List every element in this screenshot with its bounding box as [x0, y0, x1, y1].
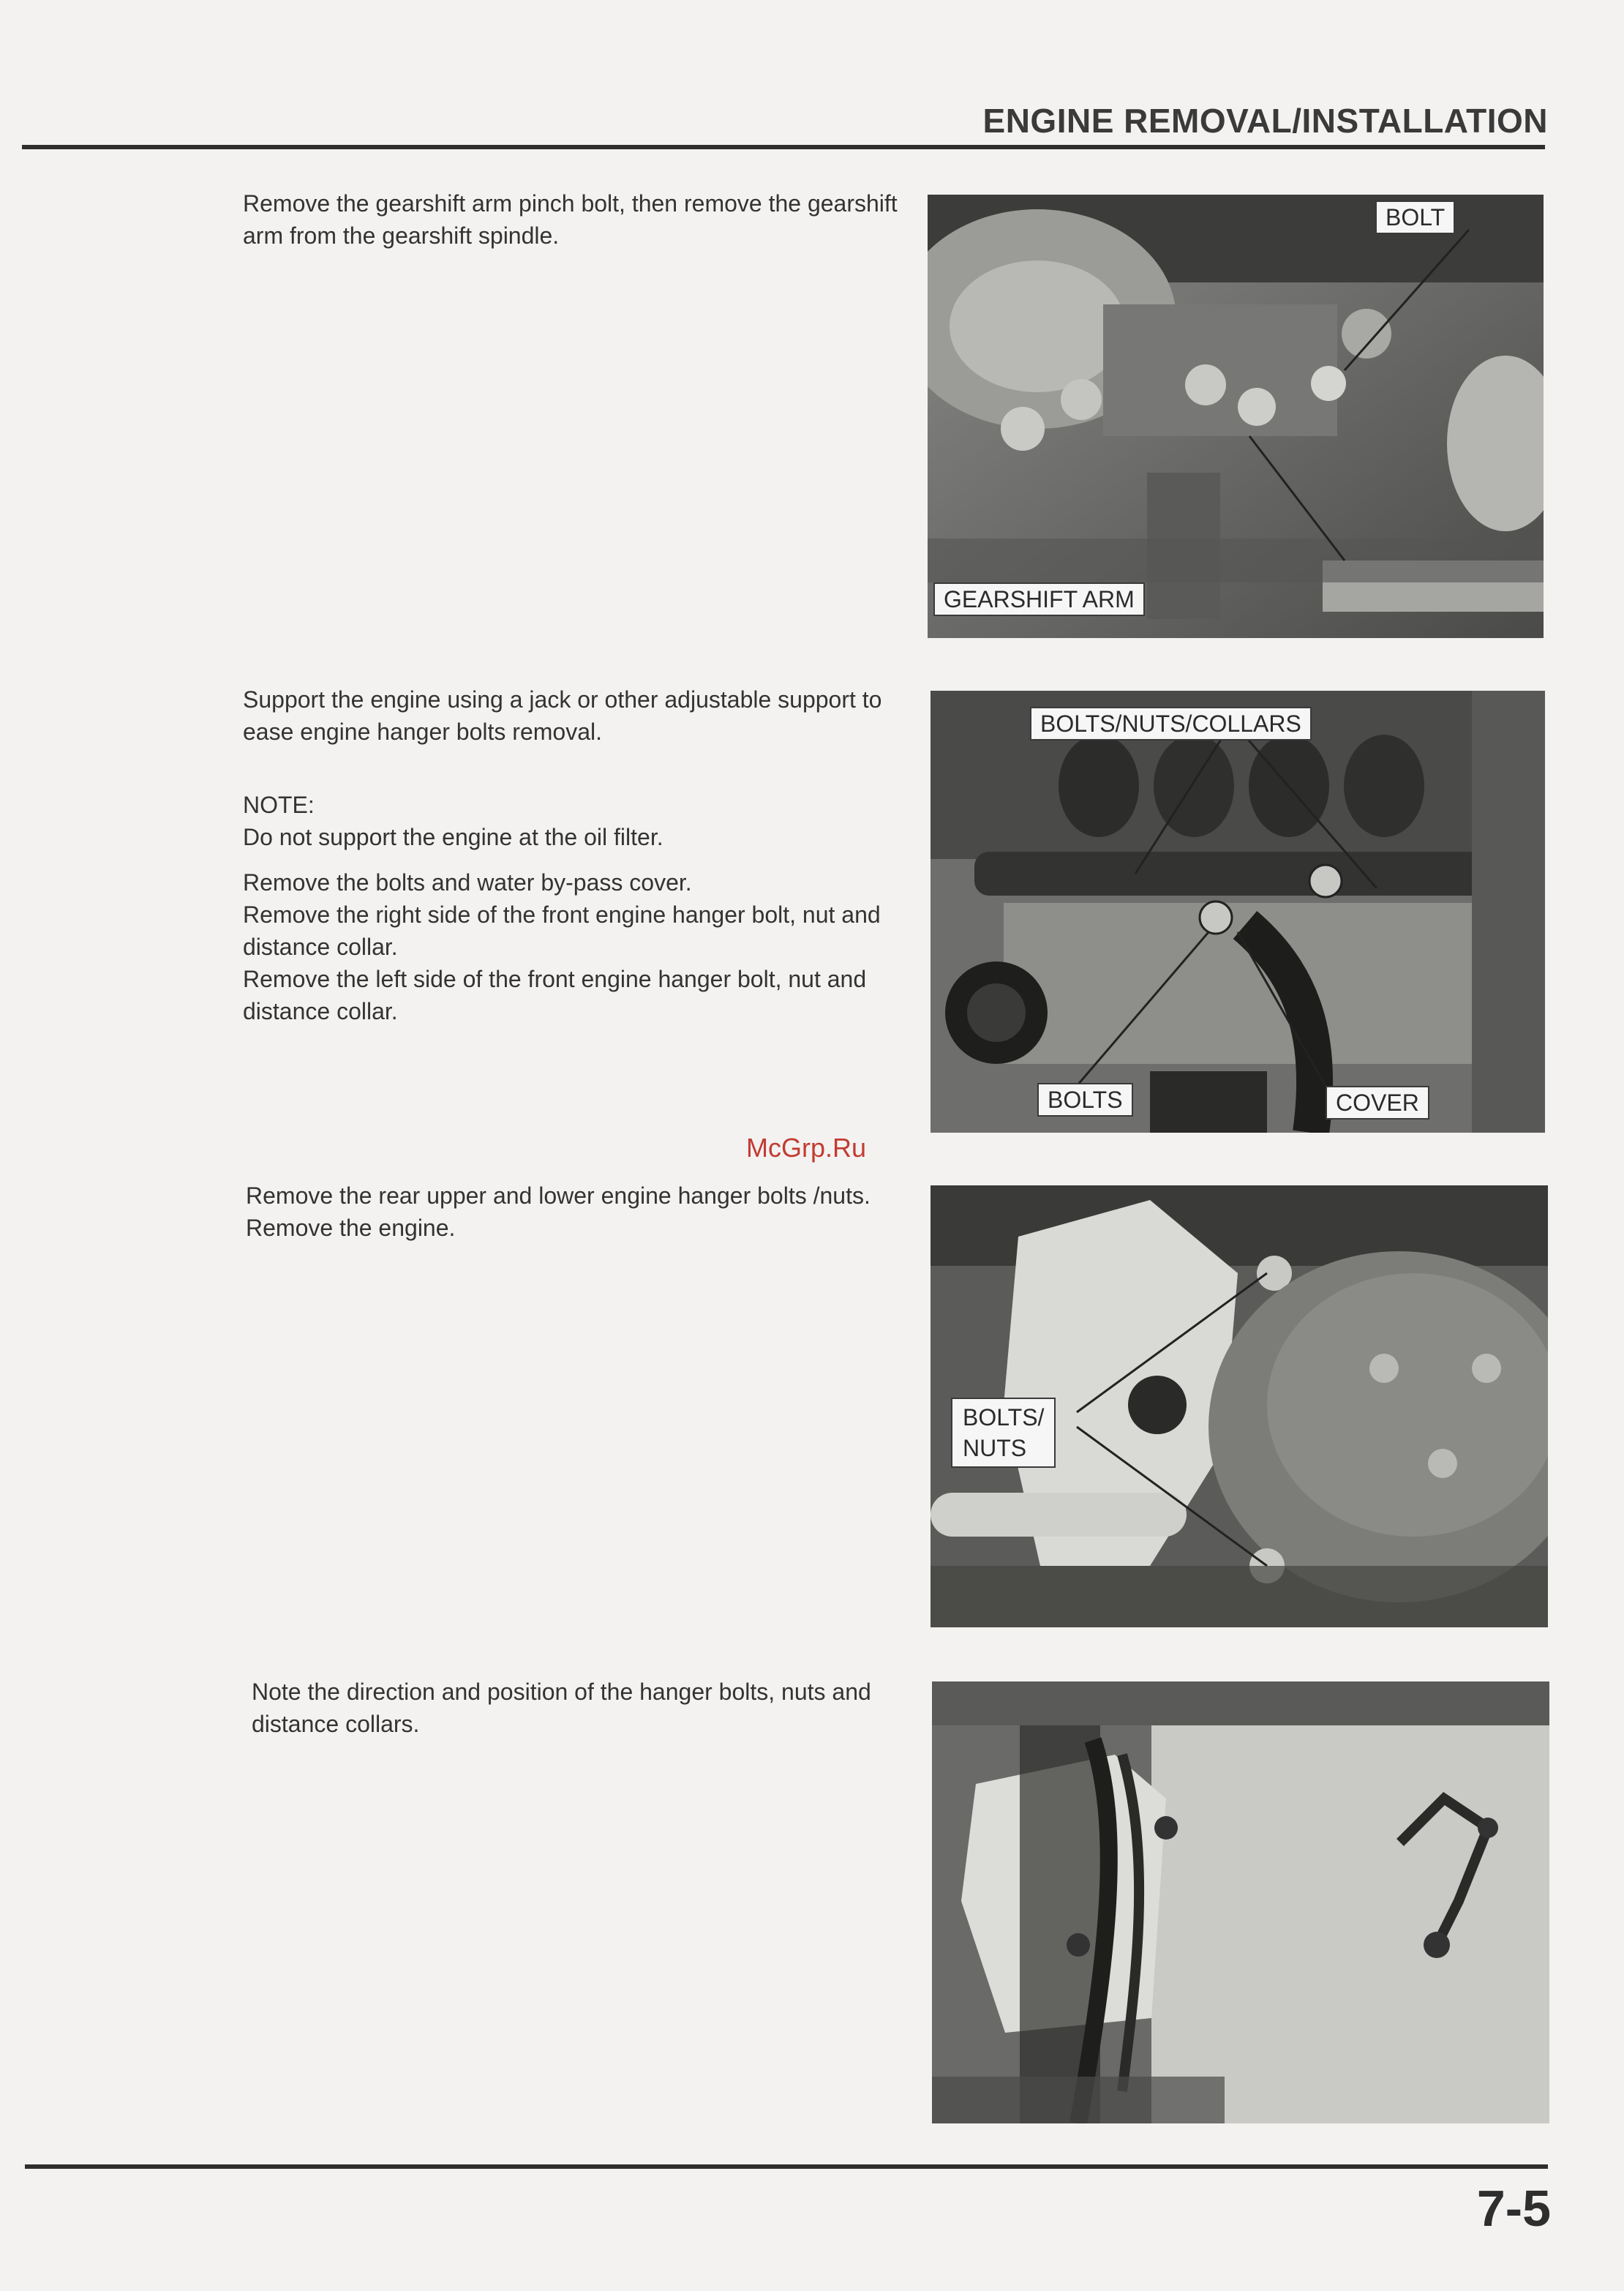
paragraph: Note the direction and position of the hanger bolts, nuts and distance collars. [252, 1679, 871, 1737]
label-bolts-nuts-collars: BOLTS/NUTS/COLLARS [1030, 707, 1312, 740]
photo-front-hanger [931, 691, 1545, 1133]
label-bolts: BOLTS [1037, 1083, 1133, 1117]
step-line: Remove the bolts and water by-pass cover. [243, 869, 692, 896]
label-line: NUTS [963, 1435, 1027, 1461]
label-bolts-nuts [951, 1398, 1056, 1468]
header-rule [22, 145, 1545, 149]
front-hanger-photo-art [931, 691, 1545, 1133]
label-line: BOLTS/ [963, 1404, 1045, 1431]
paragraph: Support the engine using a jack or other adjustable support to ease engine hanger bolts removal. [243, 686, 882, 745]
step-text-engine-support [243, 683, 898, 1027]
step-text-rear-hanger [246, 1180, 890, 1244]
step-text-note-direction [252, 1676, 888, 1740]
step-text-gearshift [243, 187, 898, 252]
gearshift-photo-art [928, 195, 1544, 638]
label-cover: COVER [1326, 1086, 1429, 1120]
note-title: NOTE: [243, 792, 315, 818]
photo-frame-removed [932, 1681, 1549, 2123]
label-bolt: BOLT [1375, 200, 1455, 234]
page-number: 7-5 [1476, 2180, 1551, 2237]
photo-rear-hanger [931, 1185, 1548, 1627]
note-text: Do not support the engine at the oil filter. [243, 824, 663, 850]
photo-gearshift-arm [928, 195, 1544, 638]
step-line: Remove the left side of the front engine hanger bolt, nut and distance collar. [243, 966, 867, 1024]
footer-rule [25, 2164, 1548, 2169]
step-line: Remove the right side of the front engine hanger bolt, nut and distance collar. [243, 901, 881, 960]
paragraph: Remove the engine. [246, 1215, 456, 1241]
watermark: McGrp.Ru [746, 1133, 867, 1163]
paragraph: Remove the rear upper and lower engine hanger bolts /nuts. [246, 1182, 871, 1209]
section-title: ENGINE REMOVAL/INSTALLATION [982, 102, 1548, 140]
frame-photo-art [932, 1681, 1549, 2123]
label-gearshift-arm: GEARSHIFT ARM [933, 582, 1145, 616]
paragraph: Remove the gearshift arm pinch bolt, then remove the gearshift arm from the gearshift spindle. [243, 190, 898, 249]
